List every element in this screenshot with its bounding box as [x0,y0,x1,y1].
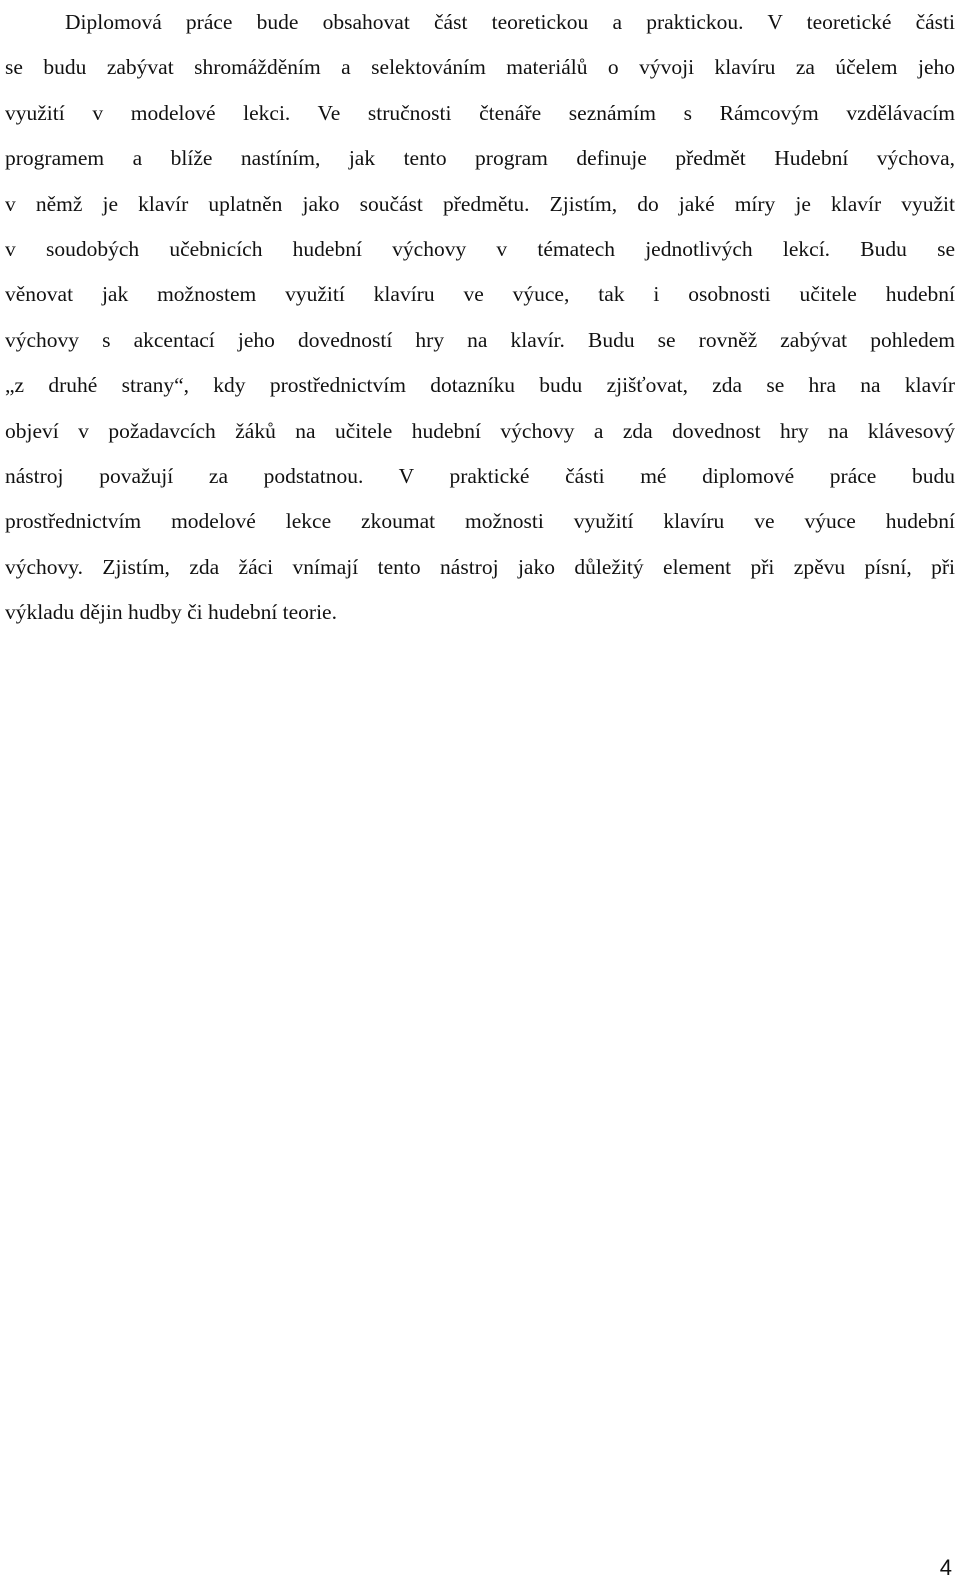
page-number: 4 [939,1555,952,1580]
paragraph-line: nástroj považují za podstatnou. V praktické části mé diplomové práce budu [5,463,955,488]
paragraph-line: výchovy s akcentací jeho dovedností hry na klavír. Budu se rovněž zabývat pohledem [5,327,955,352]
paragraph-line: Diplomová práce bude obsahovat část teoretickou a praktickou. V teoretické části [65,10,955,34]
paragraph-line: se budu zabývat shromážděním a selektováním materiálů o vývoji klavíru za účelem jeho [5,55,955,80]
paragraph-line: prostřednictvím modelové lekce zkoumat možnosti využití klavíru ve výuce hudební [5,509,955,534]
paragraph-line: využití v modelové lekci. Ve stručnosti čtenáře seznámím s Rámcovým vzdělávacím [5,100,955,125]
body-paragraph [5,0,955,635]
paragraph-line: výchovy. Zjistím, zda žáci vnímají tento nástroj jako důležitý element při zpěvu písní, při [5,554,955,579]
paragraph-line: věnovat jak možnostem využití klavíru ve výuce, tak i osobnosti učitele hudební [5,282,955,307]
paragraph-line: „z druhé strany“, kdy prostřednictvím dotazníku budu zjišťovat, zda se hra na klavír [5,373,955,398]
paragraph-line: výkladu dějin hudby či hudební teorie. [5,600,337,625]
paragraph-line: objeví v požadavcích žáků na učitele hudební výchovy a zda dovednost hry na klávesový [5,418,955,443]
paragraph-line: v němž je klavír uplatněn jako součást předmětu. Zjistím, do jaké míry je klavír využit [5,191,955,216]
paragraph-line: programem a blíže nastíním, jak tento program definuje předmět Hudební výchova, [5,146,955,171]
paragraph-line: v soudobých učebnicích hudební výchovy v tématech jednotlivých lekcí. Budu se [5,236,955,261]
